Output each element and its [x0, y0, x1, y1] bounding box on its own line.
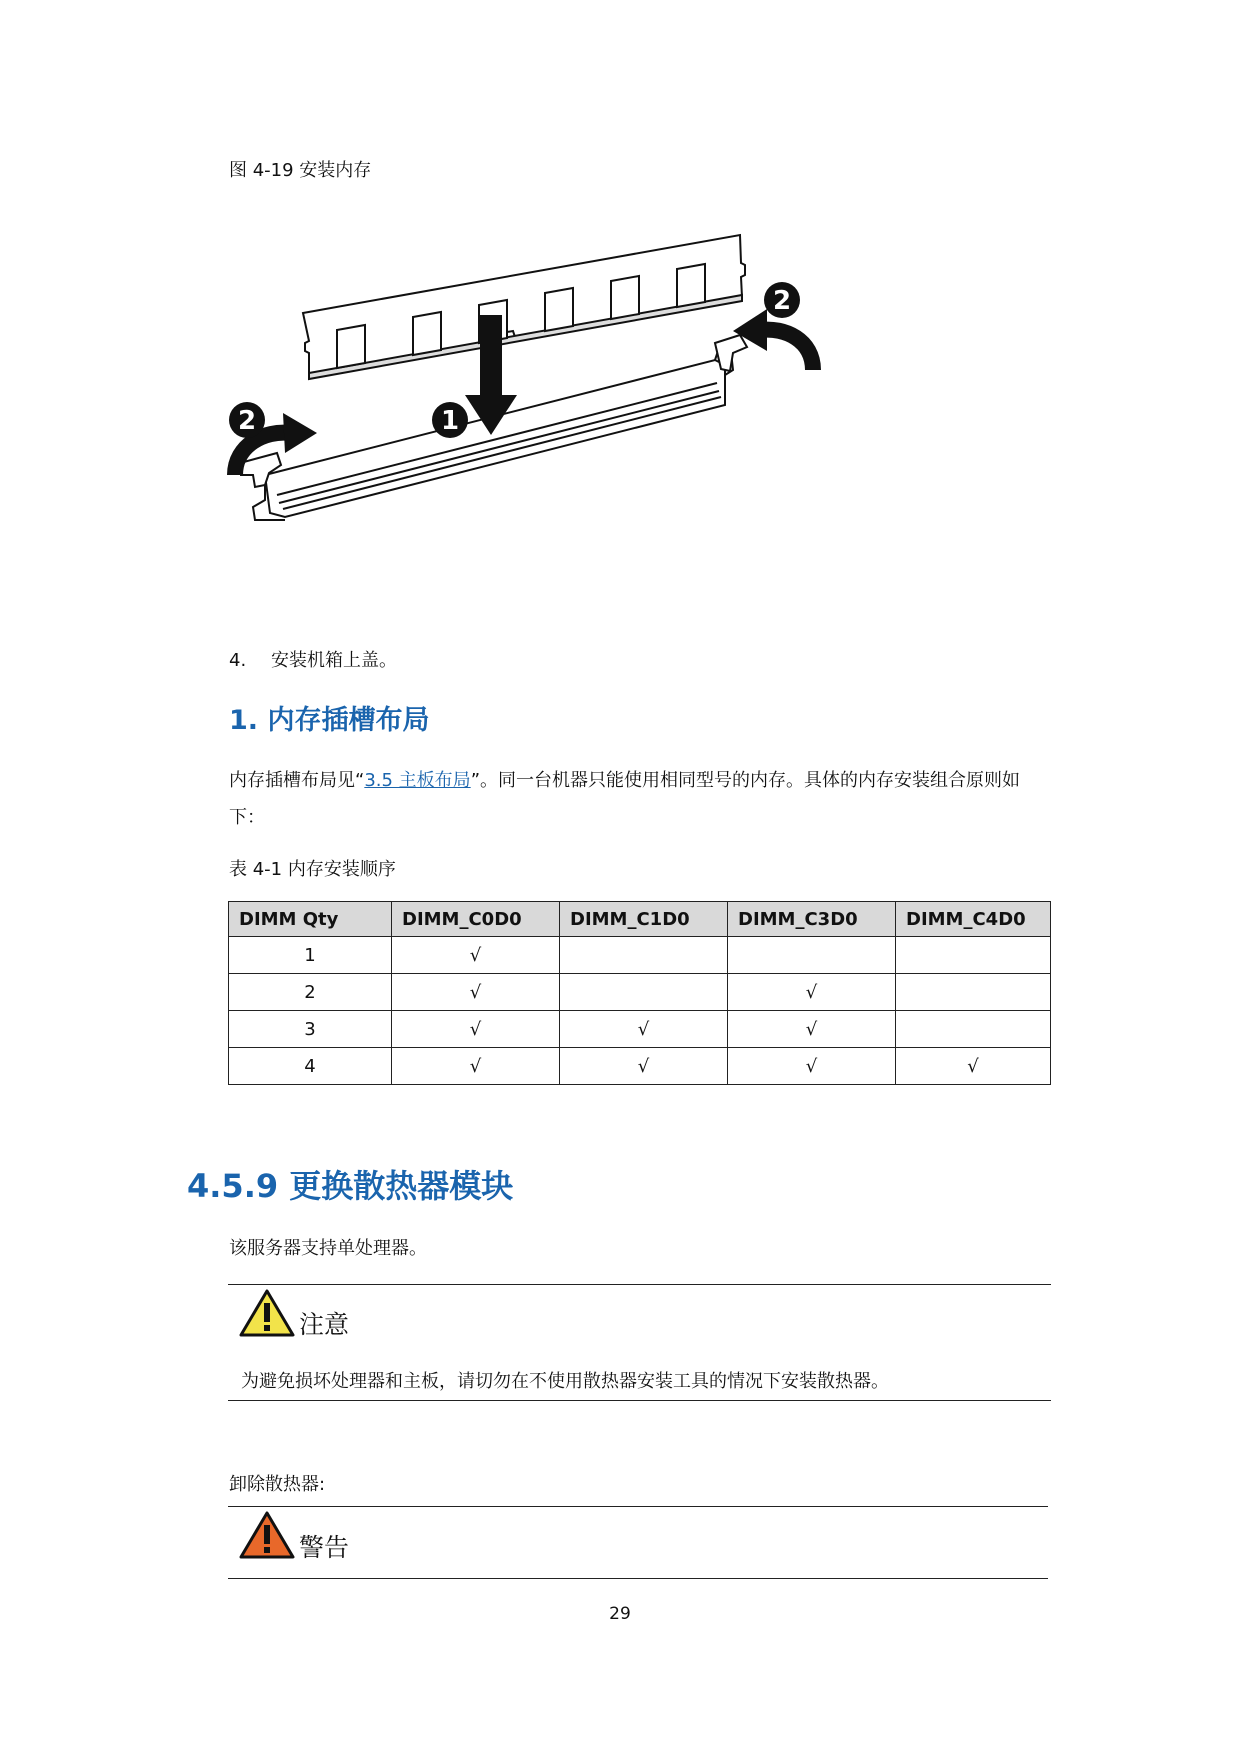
notice-title: 注意 [299, 1310, 350, 1339]
notice-text: 为避免损坏处理器和主板，请切勿在不使用散热器安装工具的情况下安装散热器。 [241, 1371, 889, 1392]
memory-order-table [228, 901, 1051, 1085]
table-caption: 表 4-1 内存安装顺序 [229, 859, 396, 880]
board-layout-link[interactable]: 3.5 主板布局 [364, 770, 471, 791]
header-dimm-qty: DIMM Qty [229, 902, 392, 937]
caution-triangle-icon [238, 1288, 296, 1338]
warning-title: 警告 [299, 1533, 350, 1562]
header-c4d0: DIMM_C4D0 [896, 902, 1051, 937]
cell: √ [728, 974, 896, 1011]
table-header-row [229, 902, 1051, 937]
cell: √ [896, 1048, 1051, 1085]
callout-1 [432, 402, 468, 438]
warning-triangle-icon [238, 1510, 296, 1560]
header-c3d0: DIMM_C3D0 [728, 902, 896, 937]
curved-arrow-left-head [283, 413, 317, 453]
cell [728, 937, 896, 974]
cell: 4 [229, 1048, 392, 1085]
table-row [229, 1011, 1051, 1048]
para-after-link: ”。同一台机器只能使用相同型号的内存。具体的内存安装组合原则如下： [229, 770, 1021, 828]
section-title: 1. 内存插槽布局 [229, 705, 430, 736]
cell: √ [392, 937, 560, 974]
step-number: 4. [229, 650, 247, 671]
cell [896, 937, 1051, 974]
warning-bottom-rule [228, 1578, 1048, 1579]
cell [560, 974, 728, 1011]
cell [896, 1011, 1051, 1048]
header-c0d0: DIMM_C0D0 [392, 902, 560, 937]
intro-text: 该服务器支持单处理器。 [229, 1238, 427, 1259]
table-row [229, 974, 1051, 1011]
page-number: 29 [609, 1604, 631, 1624]
cell: √ [560, 1011, 728, 1048]
notice-bottom-rule [228, 1400, 1051, 1401]
cell: 2 [229, 974, 392, 1011]
callout-2-left [229, 402, 265, 438]
cell [560, 937, 728, 974]
cell: √ [560, 1048, 728, 1085]
notice-top-rule [228, 1284, 1051, 1285]
cell: √ [392, 974, 560, 1011]
cell: 3 [229, 1011, 392, 1048]
svg-text:2: 2 [237, 406, 257, 436]
cell: √ [728, 1048, 896, 1085]
warning-top-rule [228, 1506, 1048, 1507]
table-row [229, 1048, 1051, 1085]
svg-text:1: 1 [440, 406, 460, 436]
step-text: 安装机箱上盖。 [271, 650, 397, 671]
figure-caption: 图 4-19 安装内存 [229, 160, 372, 181]
cell: √ [392, 1048, 560, 1085]
curved-arrow-right-icon [760, 330, 813, 370]
para-before-link: 内存插槽布局见“ [229, 770, 365, 791]
cell: √ [392, 1011, 560, 1048]
main-heading: 4.5.9 更换散热器模块 [187, 1167, 514, 1205]
remove-heatsink-label: 卸除散热器: [229, 1474, 326, 1495]
step-4 [229, 646, 397, 672]
table-row [229, 937, 1051, 974]
header-c1d0: DIMM_C1D0 [560, 902, 728, 937]
memory-install-figure [225, 195, 835, 585]
cell: 1 [229, 937, 392, 974]
section-paragraph [229, 762, 1054, 836]
svg-text:2: 2 [772, 286, 792, 316]
cell [896, 974, 1051, 1011]
callout-2-right [764, 282, 800, 318]
cell: √ [728, 1011, 896, 1048]
